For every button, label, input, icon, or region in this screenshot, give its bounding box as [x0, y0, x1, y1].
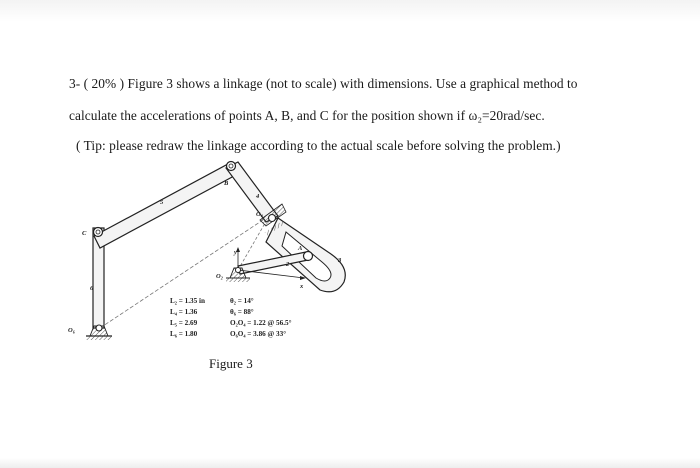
length-l5: L₅ = 2.69: [170, 319, 198, 327]
label-a: A: [298, 245, 303, 252]
link-label-4: 4: [256, 193, 260, 200]
length-l2: L₂ = 1.35 in: [170, 297, 206, 305]
label-b: B: [224, 180, 229, 187]
problem-line-2: calculate the accelerations of points A, B, and C for the position shown if ω₂=20rad/sec.: [69, 108, 545, 123]
label-o6: O₆: [68, 327, 75, 334]
problem-line-1: 3- ( 20% ) Figure 3 shows a linkage (not to scale) with dimensions. Use a graphical method to: [69, 76, 578, 91]
distance-o6o4: O₆O₄ = 3.86 @ 33°: [230, 330, 287, 338]
distance-o2o4: O₂O₄ = 1.22 @ 56.5°: [230, 319, 292, 327]
label-o4: O₄: [256, 211, 263, 218]
label-o2: O₂: [216, 273, 223, 280]
link-5: [94, 164, 234, 248]
axis-label-x: x: [300, 283, 304, 290]
top-shadow: [0, 0, 700, 22]
link-label-3: 3: [338, 257, 342, 264]
label-c: C: [82, 230, 87, 237]
pin-o6: [96, 325, 102, 331]
linkage-figure: [60, 150, 440, 380]
pin-a: [304, 252, 313, 261]
axis-label-y: y: [234, 249, 237, 256]
length-l4: L₄ = 1.36: [170, 308, 198, 316]
pin-o4: [269, 215, 276, 222]
length-l6: L₆ = 1.80: [170, 330, 198, 338]
problem-line-3: ( Tip: please redraw the linkage according to the actual scale before solving the problem.): [76, 138, 561, 153]
bottom-shadow: [0, 458, 700, 468]
link-label-2: 2: [286, 261, 290, 268]
angle-theta2: θ₂ = 14°: [230, 297, 254, 305]
link-label-6: 6: [90, 285, 94, 292]
angle-theta6: θ₆ = 88°: [230, 308, 254, 316]
pin-o2: [236, 268, 241, 273]
figure-caption: Figure 3: [209, 356, 253, 371]
link-label-5: 5: [160, 199, 164, 206]
